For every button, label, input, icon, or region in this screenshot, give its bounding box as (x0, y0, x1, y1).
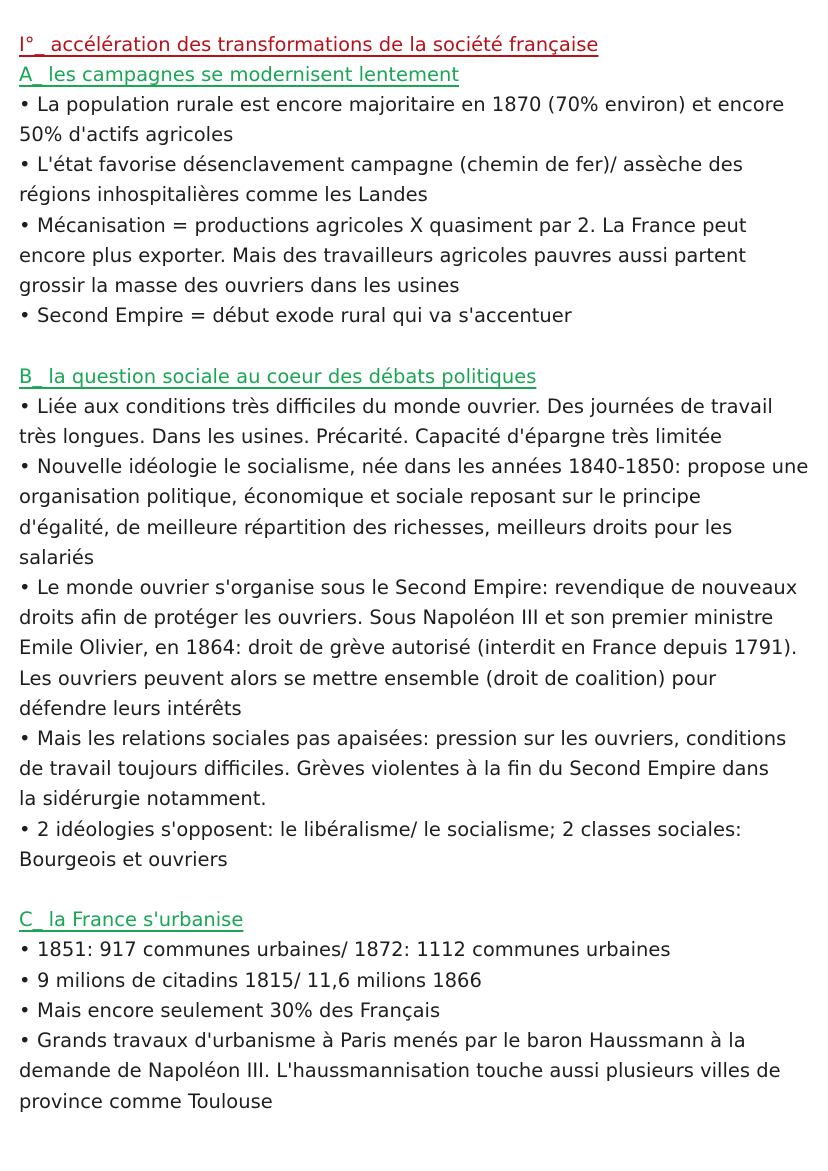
section-b-line-1: • Liée aux conditions très difficiles du monde ouvrier. Des journées de travail (19, 392, 773, 422)
section-b-line-13: de travail toujours difficiles. Grèves violentes à la fin du Second Empire dans (19, 757, 769, 780)
section-a-heading: A_ les campagnes se modernisent lentement (19, 63, 460, 86)
bullet-icon: • (19, 727, 31, 750)
section-b-line-6: salariés (19, 546, 95, 569)
bullet-icon: • (19, 1029, 31, 1052)
bullet-icon: • (19, 455, 31, 478)
section-b-line-4: organisation politique, économique et sociale reposant sur le principe (19, 485, 701, 508)
bullet-icon: • (19, 999, 31, 1022)
bullet-icon: • (19, 214, 31, 237)
section-c-line-5: demande de Napoléon III. L'haussmannisation touche aussi plusieurs villes de (19, 1059, 781, 1082)
section-c-line-6: province comme Toulouse (19, 1090, 273, 1113)
section-b-line-16: Bourgeois et ouvriers (19, 848, 228, 871)
bullet-icon: • (19, 938, 31, 961)
bullet-icon: • (19, 395, 31, 418)
bullet-icon: • (19, 818, 31, 841)
section-a-line-4: régions inhospitalières comme les Landes (19, 183, 428, 206)
section-a-line-3: • L'état favorise désenclavement campagne (chemin de fer)/ assèche des (19, 150, 743, 180)
section-a-line-2: 50% d'actifs agricoles (19, 123, 234, 146)
section-b-line-2: très longues. Dans les usines. Précarité. Capacité d'épargne très limitée (19, 425, 723, 448)
section-b-line-5: d'égalité, de meilleure répartition des richesses, meilleurs droits pour les (19, 516, 733, 539)
section-a-line-8: • Second Empire = début exode rural qui va s'accentuer (19, 301, 572, 331)
section-c-line-2: • 9 milions de citadins 1815/ 11,6 milions 1866 (19, 966, 482, 996)
section-b-line-11: défendre leurs intérêts (19, 697, 242, 720)
section-c-line-3: • Mais encore seulement 30% des Français (19, 996, 440, 1026)
section-a-line-5: • Mécanisation = productions agricoles X quasiment par 2. La France peut (19, 211, 747, 241)
section-b-line-3: • Nouvelle idéologie le socialisme, née dans les années 1840-1850: propose une (19, 452, 808, 482)
bullet-icon: • (19, 969, 31, 992)
section-a-line-7: grossir la masse des ouvriers dans les usines (19, 274, 460, 297)
section-b-line-14: la sidérurgie notamment. (19, 787, 267, 810)
bullet-icon: • (19, 93, 31, 116)
section-a-line-6: encore plus exporter. Mais des travailleurs agricoles pauvres aussi partent (19, 244, 747, 267)
section-c-line-4: • Grands travaux d'urbanisme à Paris menés par le baron Haussmann à la (19, 1026, 746, 1056)
section-b-line-12: • Mais les relations sociales pas apaisées: pression sur les ouvriers, conditions (19, 724, 786, 754)
section-c-heading: C_ la France s'urbanise (19, 908, 244, 931)
section-b-line-15: • 2 idéologies s'opposent: le libéralisme/ le socialisme; 2 classes sociales: (19, 815, 742, 845)
bullet-icon: • (19, 304, 31, 327)
bullet-icon: • (19, 153, 31, 176)
section-c-line-1: • 1851: 917 communes urbaines/ 1872: 1112 communes urbaines (19, 935, 671, 965)
section-b-heading: B_ la question sociale au coeur des débats politiques (19, 365, 537, 388)
section-b-line-8: droits afin de protéger les ouvriers. Sous Napoléon III et son premier ministre (19, 606, 774, 629)
section-a-line-1: • La population rurale est encore majoritaire en 1870 (70% environ) et encore (19, 90, 784, 120)
bullet-icon: • (19, 576, 31, 599)
section-b-line-7: • Le monde ouvrier s'organise sous le Second Empire: revendique de nouveaux (19, 573, 797, 603)
section-b-line-9: Emile Olivier, en 1864: droit de grève autorisé (interdit en France depuis 1791). (19, 636, 798, 659)
section-b-line-10: Les ouvriers peuvent alors se mettre ensemble (droit de coalition) pour (19, 667, 717, 690)
page-title: I°_ accélération des transformations de la société française (19, 33, 599, 56)
